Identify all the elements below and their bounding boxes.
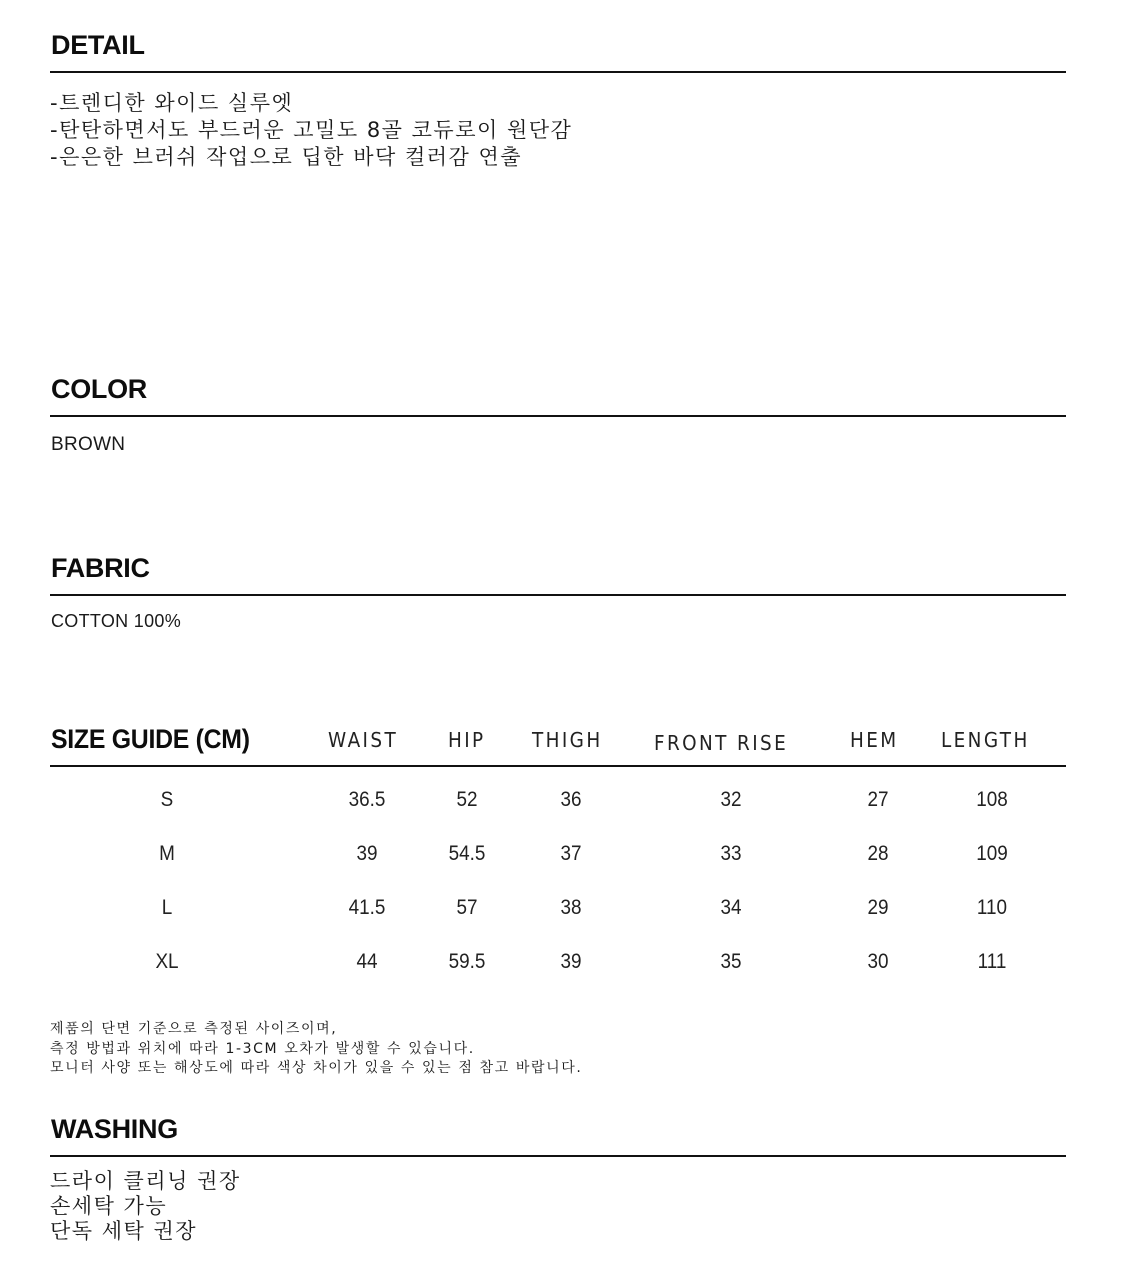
cell-hip: 59.5 (448, 950, 486, 973)
color-heading: COLOR (51, 374, 147, 404)
washing-heading: WASHING (51, 1114, 178, 1144)
detail-list (50, 90, 572, 171)
size-guide-divider (50, 765, 1066, 767)
detail-line: -은은한 브러쉬 작업으로 딥한 바닥 컬러감 연출 (50, 145, 523, 169)
note-line: 모니터 사양 또는 해상도에 따라 색상 차이가 있을 수 있는 점 참고 바랍니다. (50, 1060, 583, 1076)
washing-line: 단독 세탁 권장 (50, 1219, 198, 1243)
cell-length: 109 (976, 842, 1008, 865)
cell-front-rise: 33 (720, 842, 742, 865)
washing-line: 손세탁 가능 (50, 1194, 168, 1218)
size-label: XL (155, 950, 179, 973)
note-line: 제품의 단면 기준으로 측정된 사이즈이며, (50, 1021, 338, 1037)
color-divider (50, 415, 1066, 417)
column-header-hem: HEM (850, 728, 899, 752)
fabric-heading: FABRIC (51, 553, 150, 583)
detail-line: -트렌디한 와이드 실루엣 (50, 91, 294, 115)
cell-hem: 27 (867, 788, 889, 811)
cell-hip: 57 (456, 896, 478, 919)
color-value: BROWN (51, 434, 126, 455)
detail-heading: DETAIL (51, 30, 145, 60)
cell-front-rise: 35 (720, 950, 742, 973)
note-line: 측정 방법과 위치에 따라 1-3CM 오차가 발생할 수 있습니다. (50, 1040, 475, 1057)
cell-hip: 52 (456, 788, 478, 811)
fabric-divider (50, 594, 1066, 596)
cell-waist: 44 (356, 950, 378, 973)
cell-thigh: 36 (560, 788, 582, 811)
column-header-length: LENGTH (941, 728, 1030, 752)
cell-thigh: 38 (560, 896, 582, 919)
cell-thigh: 37 (560, 842, 582, 865)
cell-front-rise: 32 (720, 788, 742, 811)
washing-divider (50, 1155, 1066, 1157)
cell-hem: 30 (867, 950, 889, 973)
cell-hip: 54.5 (448, 842, 486, 865)
washing-list (50, 1169, 241, 1244)
size-label: M (159, 842, 175, 865)
washing-line: 드라이 클리닝 권장 (50, 1169, 241, 1193)
size-guide-heading: SIZE GUIDE (CM) (51, 724, 250, 754)
detail-divider (50, 71, 1066, 73)
column-header-thigh: THIGH (532, 728, 603, 752)
cell-waist: 39 (356, 842, 378, 865)
cell-length: 111 (977, 950, 1007, 973)
column-header-front-rise: FRONT RISE (654, 731, 789, 755)
cell-length: 108 (976, 788, 1008, 811)
size-guide-notes (50, 1020, 582, 1079)
column-header-waist: WAIST (328, 728, 399, 752)
fabric-value: COTTON 100% (51, 611, 182, 631)
detail-line: -탄탄하면서도 부드러운 고밀도 8골 코듀로이 원단감 (50, 118, 573, 142)
cell-length: 110 (976, 896, 1008, 919)
cell-front-rise: 34 (720, 896, 742, 919)
column-header-hip: HIP (448, 728, 486, 752)
cell-waist: 36.5 (348, 788, 386, 811)
cell-thigh: 39 (560, 950, 582, 973)
size-label: L (161, 896, 173, 919)
size-label: S (160, 788, 174, 811)
cell-hem: 29 (867, 896, 889, 919)
cell-hem: 28 (867, 842, 889, 865)
cell-waist: 41.5 (348, 896, 386, 919)
